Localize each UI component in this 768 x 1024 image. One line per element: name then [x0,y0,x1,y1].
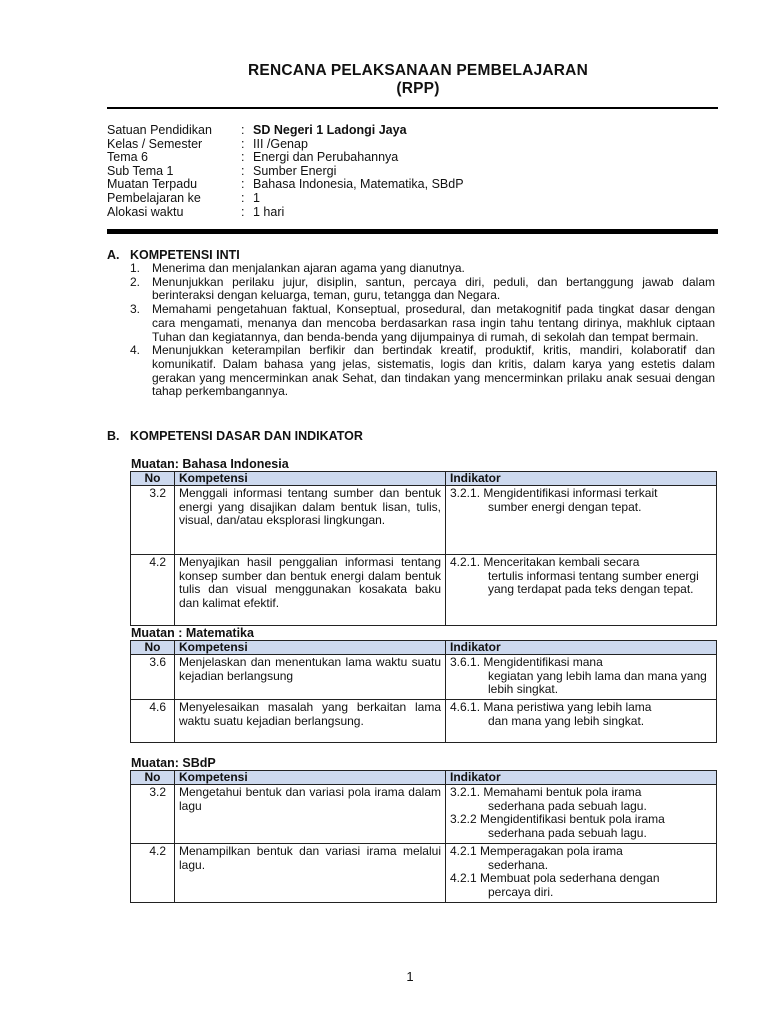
identity-key: Pembelajaran ke [107,190,201,205]
indikator-line [450,556,712,570]
indikator-code: 4.2.1 [450,871,477,886]
indikator-text: Memahami bentuk pola irama [483,785,642,799]
identity-value: SD Negeri 1 Ladongi Jaya [253,123,407,137]
indikator-continuation: sumber energi dengan tepat. [488,499,642,514]
indikator-line [450,701,712,715]
indikator-line [450,656,712,670]
ki-text: Menunjukkan perilaku jujur, disiplin, santun, percaya diri, peduli, dan bertanggung jawab dalam berinteraksi dengan keluarga, teman, guru, tetangga dan Negara. [152,274,715,303]
indikator-code: 3.2.1. [450,785,481,799]
indikator-cell [446,486,717,555]
indikator-text: Membuat pola sederhana dengan [480,871,660,886]
indikator-item [450,872,712,899]
ki-text: Menunjukkan keterampilan berfikir dan bertindak kreatif, produktif, kritis, mandiri, kolaboratif dan komunikatif. Dalam bahasa yang jelas, sistematis, logis dan kritis, dalam karya yang estetis dalam gerakan yang mencerminkan anak Sehat, dan tindakan yang mencerminkan prilaku anak sesuai dengan tahap perkembangannya. [152,343,715,399]
indikator-text: Menceritakan kembali secara [483,555,640,569]
indikator-cell [446,555,717,626]
indikator-continuation: sederhana pada sebuah lagu. [488,826,647,841]
kd-number: 4.2 [131,843,175,902]
kompetensi-text: Menampilkan bentuk dan variasi irama melalui lagu. [175,843,446,902]
section-b-title: KOMPETENSI DASAR DAN INDIKATOR [130,429,363,443]
identity-row [107,192,464,206]
identity-row [107,138,464,152]
table-row [131,700,717,743]
ki-item [130,303,715,344]
ki-item [130,262,715,276]
col-header-indikator: Indikator [446,472,717,486]
indikator-item [450,845,712,872]
muatan-label: Muatan: SBdP [131,756,216,770]
col-header-no: No [131,641,175,655]
indikator-item [450,786,712,813]
kd-table [130,471,717,626]
identity-row [107,206,464,220]
identity-key: Sub Tema 1 [107,163,174,178]
kompetensi-text: Menyelesaikan masalah yang berkaitan lama waktu suatu kejadian berlangsung. [175,700,446,743]
indikator-code: 4.2.1. [450,555,481,569]
col-header-kompetensi: Kompetensi [175,472,446,486]
kompetensi-text: Menjelaskan dan menentukan lama waktu suatu kejadian berlangsung [175,655,446,700]
table-header-row [131,641,717,655]
kd-number: 3.2 [131,785,175,844]
indikator-continuation: kegiatan yang lebih lama dan mana yang lebih singkat. [488,668,707,697]
kompetensi-text: Menggali informasi tentang sumber dan bentuk energi yang disajikan dalam bentuk lisan, tulis, visual, dan/atau eksplorasi lingkungan. [175,486,446,555]
identity-key: Kelas / Semester [107,136,203,151]
col-header-kompetensi: Kompetensi [175,771,446,785]
identity-value: 1 [253,190,260,205]
indikator-code: 3.2.2 [450,812,477,827]
identity-row [107,151,464,165]
kd-number: 4.2 [131,555,175,626]
identity-row [107,165,464,179]
indikator-text: Mengidentifikasi informasi terkait [483,486,658,500]
indikator-cell [446,785,717,844]
identity-key: Satuan Pendidikan [107,123,212,137]
section-b-heading [107,429,363,443]
indikator-code: 4.6.1. [450,700,481,715]
title-divider [107,107,718,109]
section-a-title: KOMPETENSI INTI [130,248,240,262]
table-header-row [131,472,717,486]
identity-row [107,124,464,138]
identity-key: Alokasi waktu [107,204,184,219]
section-a-heading [107,248,240,262]
identity-value: Sumber Energi [253,163,337,178]
indikator-cell [446,700,717,743]
ki-number: 3. [130,302,141,317]
indikator-code: 3.6.1. [450,655,481,669]
kd-table [130,770,717,903]
identity-colon: : [241,177,245,192]
identity-key: Tema 6 [107,150,148,165]
muatan-label: Muatan: Bahasa Indonesia [131,457,289,471]
identity-key: Muatan Terpadu [107,177,198,192]
indikator-text: Mana peristiwa yang lebih lama [483,700,652,715]
identity-colon: : [241,123,245,137]
identity-colon: : [241,163,245,178]
ki-number: 2. [130,274,141,289]
identity-divider [107,229,718,234]
indikator-item [450,656,712,697]
ki-number: 1. [130,261,141,275]
indikator-line [450,813,712,827]
table-row [131,655,717,700]
table-row [131,785,717,844]
indikator-cell [446,843,717,902]
section-a-letter: A. [107,248,120,262]
ki-number: 4. [130,343,141,358]
kompetensi-text: Menyajikan hasil penggalian informasi tentang konsep sumber dan bentuk energi dalam bentuk tulis dan visual menggunakan kosakata baku dan kalimat efektif. [175,555,446,626]
table-header-row [131,771,717,785]
indikator-text: Mengidentifikasi mana [483,655,603,669]
indikator-text: Memperagakan pola irama [480,843,623,858]
table-row [131,555,717,626]
identity-colon: : [241,136,245,151]
kd-number: 4.6 [131,700,175,743]
indikator-continuation: sederhana. [488,857,549,872]
identity-colon: : [241,150,245,165]
indikator-line [450,487,712,501]
indikator-code: 3.2.1. [450,486,481,500]
section-b-letter: B. [107,429,120,443]
kompetensi-inti-list [130,262,715,399]
kd-table [130,640,717,743]
kd-number: 3.6 [131,655,175,700]
kompetensi-text: Mengetahui bentuk dan variasi pola irama dalam lagu [175,785,446,844]
identity-value: III /Genap [253,136,308,151]
ki-item [130,344,715,399]
indikator-line [450,786,712,800]
indikator-code: 4.2.1 [450,843,477,858]
muatan-label: Muatan : Matematika [131,626,254,640]
indikator-item [450,487,712,514]
indikator-continuation: sederhana pada sebuah lagu. [488,798,647,813]
indikator-line [450,845,712,859]
ki-text: Memahami pengetahuan faktual, Konseptual, prosedural, dan metakognitif pada tingkat dasar dengan cara mengamati, menanya dan mencoba berdasarkan rasa ingin tahu tentang dirinya, makhluk ciptaan Tuhan dan kegiatannya, dan benda-benda yang dijumpainya di rumah, di sekolah dan tempat bermain. [152,302,715,344]
identity-colon: : [241,204,245,219]
col-header-kompetensi: Kompetensi [175,641,446,655]
indikator-continuation: percaya diri. [488,884,554,899]
indikator-item [450,813,712,840]
col-header-no: No [131,771,175,785]
identity-block [107,124,464,219]
document-subtitle: (RPP) [396,80,440,97]
col-header-indikator: Indikator [446,771,717,785]
ki-text: Menerima dan menjalankan ajaran agama yang dianutnya. [152,261,465,275]
indikator-cell [446,655,717,700]
kd-number: 3.2 [131,486,175,555]
page-number: 1 [406,969,414,984]
ki-item [130,276,715,303]
identity-value: Bahasa Indonesia, Matematika, SBdP [253,177,464,192]
col-header-indikator: Indikator [446,641,717,655]
table-row [131,486,717,555]
indikator-continuation: dan mana yang lebih singkat. [488,713,645,728]
indikator-continuation: tertulis informasi tentang sumber energi yang terdapat pada teks dengan tepat. [488,568,699,597]
indikator-line [450,872,712,886]
indikator-item [450,701,712,728]
identity-value: 1 hari [253,204,285,219]
identity-colon: : [241,190,245,205]
col-header-no: No [131,472,175,486]
document-title: RENCANA PELAKSANAAN PEMBELAJARAN [248,62,588,79]
indikator-item [450,556,712,597]
indikator-text: Mengidentifikasi bentuk pola irama [480,812,665,827]
identity-row [107,178,464,192]
table-row [131,843,717,902]
identity-value: Energi dan Perubahannya [253,150,399,165]
